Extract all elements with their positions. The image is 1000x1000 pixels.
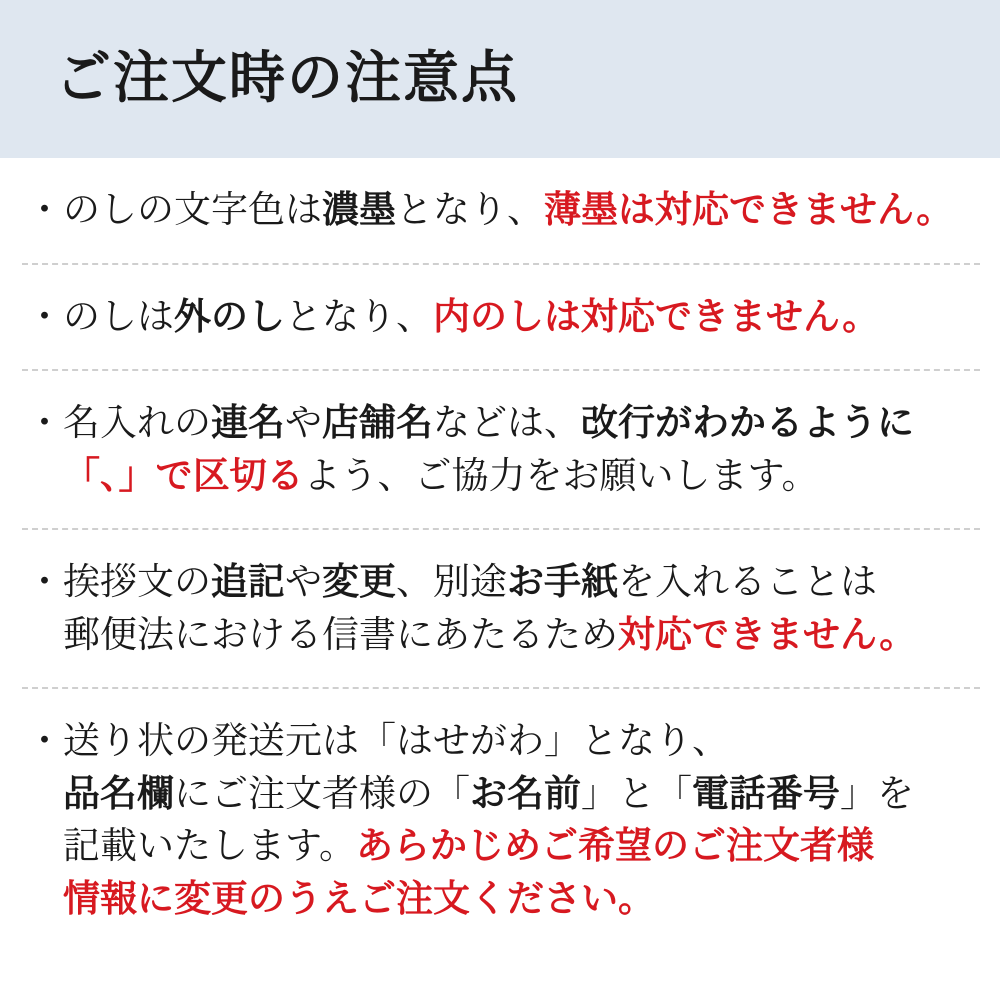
note-text-segment: 追記: [211, 560, 285, 604]
note-text-segment: 変更: [322, 560, 396, 604]
note-text-segment: 改行がわかるように: [581, 401, 914, 445]
note-noshi-ink-color: [63, 184, 980, 237]
note-soto-noshi: [63, 291, 980, 344]
note-text-segment: 対応できません。: [618, 612, 917, 656]
note-text-segment: 挨拶文の: [63, 560, 211, 604]
note-text-segment: 電話番号: [692, 771, 840, 815]
note-text-segment: のしは: [63, 294, 174, 338]
note-text-segment: 品名欄: [63, 771, 174, 815]
note-text-segment: あらかじめご希望のご注文者様: [356, 824, 875, 868]
bullet-icon: ・: [26, 560, 63, 604]
note-text-segment: 、別途: [396, 560, 507, 604]
note-text-segment: 郵便法における信書にあたるため: [63, 612, 618, 656]
note-text-segment: を入れることは: [618, 560, 877, 604]
note-text-segment: 薄墨は対応できません。: [544, 188, 954, 231]
note-line: [63, 184, 980, 237]
note-line: [63, 450, 980, 503]
note-text-segment: や: [285, 401, 322, 445]
note-line: [63, 397, 980, 450]
notes-list: [0, 158, 1000, 951]
page-header: [0, 0, 1000, 158]
note-line: [63, 768, 980, 821]
note-item: [22, 371, 980, 530]
note-text-segment: のしの文字色は: [63, 188, 322, 231]
note-item: [22, 158, 980, 265]
note-text-segment: 濃墨: [322, 188, 396, 231]
note-text-segment: 店舗名: [322, 401, 433, 445]
note-text-segment: となり、: [285, 294, 433, 338]
note-text-segment: 外のし: [174, 294, 285, 338]
bullet-icon: ・: [26, 401, 63, 445]
note-shipping-label: [63, 715, 980, 925]
note-line: [63, 609, 980, 662]
note-text-segment: などは、: [433, 401, 581, 445]
note-text-segment: よう、ご協力をお願いします。: [303, 453, 819, 497]
note-text-segment: 内のしは対応できません。: [433, 294, 880, 338]
note-line: [63, 291, 980, 344]
note-text-segment: 」を: [840, 771, 914, 815]
note-text-segment: や: [285, 560, 322, 604]
note-item: [22, 530, 980, 689]
note-name-entry: [63, 397, 980, 502]
bullet-icon: ・: [26, 188, 63, 231]
page-title: ご注文時の注意点: [55, 46, 519, 112]
note-text-segment: 「、」で区切る: [63, 453, 304, 497]
note-line: [63, 556, 980, 609]
bullet-icon: ・: [26, 719, 63, 763]
note-item: [22, 265, 980, 372]
note-text-segment: 」と「: [581, 771, 692, 815]
note-text-segment: 記載いたします。: [63, 824, 357, 868]
note-item: [22, 689, 980, 951]
note-text-segment: となり、: [396, 188, 544, 231]
note-text-segment: 連名: [211, 401, 285, 445]
note-text-segment: お名前: [470, 771, 581, 815]
note-line: [63, 820, 980, 873]
note-text-segment: 名入れの: [63, 401, 211, 445]
bullet-icon: ・: [26, 294, 63, 338]
note-greeting-letter: [63, 556, 980, 661]
note-text-segment: 情報に変更のうえご注文ください。: [63, 876, 655, 920]
note-text-segment: お手紙: [507, 560, 618, 604]
note-line: [63, 873, 980, 926]
note-text-segment: にご注文者様の「: [174, 771, 470, 815]
note-text-segment: 送り状の発送元は「はせがわ」となり、: [63, 719, 729, 763]
note-line: [63, 715, 980, 768]
